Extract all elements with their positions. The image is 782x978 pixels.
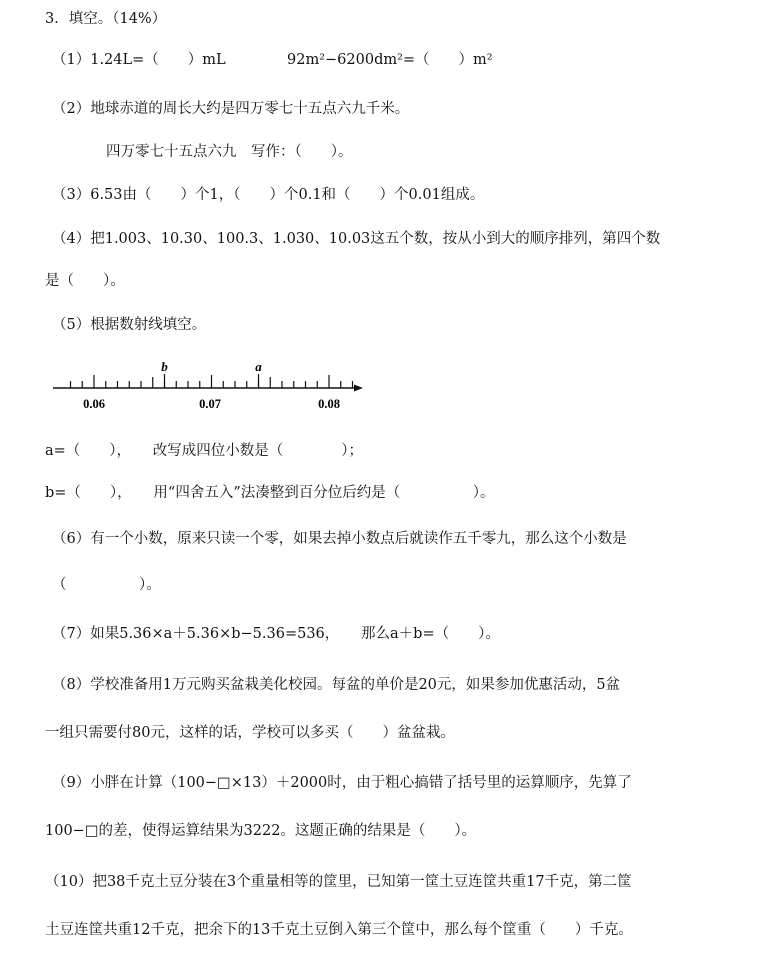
tick-label-0-07: 0.07	[199, 397, 221, 411]
point-label-b: b	[161, 359, 168, 374]
number-line-ticks	[71, 374, 353, 388]
q8-line2: 一组只需要付80元，这样的话，学校可以多买（ ）盆盆栽。	[45, 725, 455, 741]
section-title: 3．填空。（14%）	[45, 11, 167, 27]
q6-line1: （6）有一个小数，原来只读一个零，如果去掉小数点后就读作五千零九，那么这个小数是	[52, 531, 627, 547]
q6-line2: （ ）。	[52, 577, 161, 593]
q5-a-line: a=（ ）， 改写成四位小数是（ ）；	[45, 443, 364, 459]
tick-label-0-08: 0.08	[318, 397, 340, 411]
q8-line1: （8）学校准备用1万元购买盆栽美化校园。每盆的单价是20元，如果参加优惠活动，5盆	[52, 677, 621, 693]
number-line-figure	[50, 358, 380, 418]
q10-line1: （10）把38千克土豆分装在3个重量相等的筐里，已知第一筐土豆连筐共重17千克，第二筐	[45, 874, 632, 890]
q4-line1: （4）把1.003、10.30、100.3、1.030、10.03这五个数，按从小到大的顺序排列，第四个数	[52, 231, 661, 247]
q10-line2: 土豆连筐共重12千克，把余下的13千克土豆倒入第三个筐中，那么每个筐重（ ）千克。	[45, 922, 633, 938]
q1-part-b: 92m²−6200dm²=（ ）m²	[287, 52, 493, 68]
q2-line1: （2）地球赤道的周长大约是四万零七十五点六九千米。	[52, 101, 410, 117]
q2-line2: 四万零七十五点六九 写作：（ ）。	[106, 144, 353, 160]
q3-text: （3）6.53由（ ）个1，（ ）个0.1和（ ）个0.01组成。	[52, 187, 485, 203]
q4-line2: 是（ ）。	[45, 273, 125, 289]
q5-b-line: b=（ ）， 用“四舍五入”法凑整到百分位后约是（ ）。	[45, 485, 495, 501]
q9-line1: （9）小胖在计算（100−□×13）＋2000时，由于粗心搞错了括号里的运算顺序，先算了	[52, 775, 632, 791]
point-label-a: a	[255, 359, 262, 374]
number-line-arrowhead	[354, 385, 363, 392]
q7-text: （7）如果5.36×a＋5.36×b−5.36=536， 那么a＋b=（ ）。	[52, 626, 500, 642]
q1-part-a: （1）1.24L=（ ）mL	[52, 52, 226, 68]
tick-label-0-06: 0.06	[83, 397, 105, 411]
q9-line2: 100−□的差，使得运算结果为3222。这题正确的结果是（ ）。	[45, 823, 477, 839]
q5-prompt: （5）根据数射线填空。	[52, 317, 207, 333]
